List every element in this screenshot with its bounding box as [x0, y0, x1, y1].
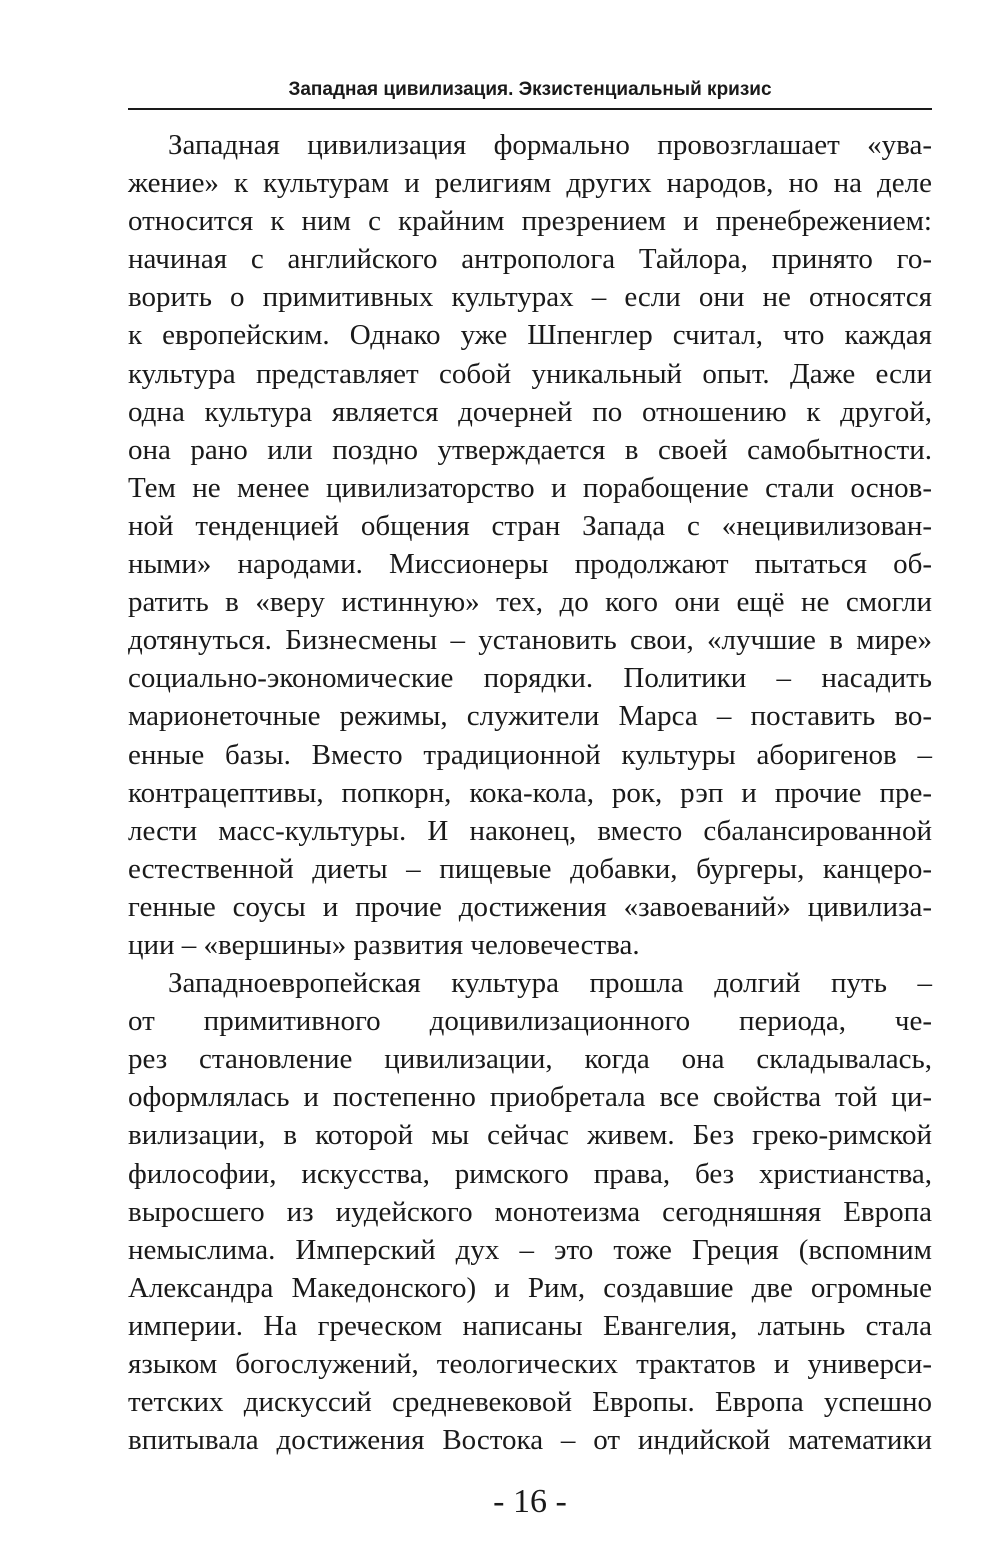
text-line: к европейским. Однако уже Шпенглер считал, что каждая: [128, 319, 932, 352]
text-line: впитывала достижения Востока – от индийской математики: [128, 1424, 932, 1457]
text-line: енные базы. Вместо традиционной культуры аборигенов –: [128, 738, 932, 771]
header-rule: [128, 108, 932, 110]
text-line: философии, искусства, римского права, без христианства,: [128, 1157, 932, 1190]
paragraph: [128, 126, 932, 964]
text-line: ными» народами. Миссионеры продолжают пытаться об-: [128, 548, 932, 581]
text-line: Александра Македонского) и Рим, создавшие две огромные: [128, 1271, 932, 1304]
text-line: ции – «вершины» развития человечества.: [128, 928, 640, 961]
text-line: марионеточные режимы, служители Марса – поставить во-: [128, 700, 932, 733]
text-line: она рано или поздно утверждается в своей самобытности.: [128, 433, 932, 466]
text-line: от примитивного доцивилизационного периода, че-: [128, 1005, 932, 1038]
text-line: вилизации, в которой мы сейчас живем. Без греко-римской: [128, 1119, 932, 1152]
text-line: дотянуться. Бизнесмены – установить свои, «лучшие в мире»: [128, 624, 932, 657]
text-line: империи. На греческом написаны Евангелия, латынь стала: [128, 1309, 932, 1342]
text-line: начиная с английского антрополога Тайлора, принято го-: [128, 243, 932, 276]
text-line: естественной диеты – пищевые добавки, бургеры, канцеро-: [128, 852, 932, 885]
text-line: культура представляет собой уникальный опыт. Даже если: [128, 357, 932, 390]
text-line: выросшего из иудейского монотеизма сегодняшняя Европа: [128, 1195, 932, 1228]
page-number: - 16 -: [493, 1483, 567, 1520]
text-line: относится к ним с крайним презрением и пренебрежением:: [128, 205, 932, 238]
text-line: одна культура является дочерней по отношению к другой,: [128, 395, 932, 428]
text-line: жение» к культурам и религиям других народов, но на деле: [128, 167, 932, 200]
text-line: рез становление цивилизации, когда она складывалась,: [128, 1043, 932, 1076]
text-line: ной тенденцией общения стран Запада с «нецивилизован-: [128, 509, 932, 542]
text-line: языком богослужений, теологических трактатов и универси-: [128, 1348, 932, 1380]
text-line: Тем не менее цивилизаторство и порабощение стали основ-: [128, 471, 932, 504]
text-line: Западная цивилизация формально провозглашает «ува-: [168, 129, 932, 161]
text-line: Западноевропейская культура прошла долгий путь –: [168, 967, 932, 1000]
text-line: генные соусы и прочие достижения «завоеваний» цивилиза-: [128, 890, 932, 923]
body-text: [128, 126, 932, 1459]
text-line: тетских дискуссий средневековой Европы. Европа успешно: [128, 1386, 932, 1419]
text-line: контрацептивы, попкорн, кока-кола, рок, рэп и прочие пре-: [128, 776, 932, 809]
text-line: ратить в «веру истинную» тех, до кого они ещё не смогли: [128, 586, 932, 619]
text-line: лести масс-культуры. И наконец, вместо сбалансированной: [128, 814, 932, 847]
text-line: оформлялась и постепенно приобретала все свойства той ци-: [128, 1081, 932, 1114]
paragraph: [128, 964, 932, 1459]
text-line: социально-экономические порядки. Политики – насадить: [128, 662, 932, 695]
text-line: ворить о примитивных культурах – если они не относятся: [128, 281, 932, 314]
text-line: немыслима. Имперский дух – это тоже Греция (вспомним: [128, 1233, 932, 1266]
running-head: Западная цивилизация. Экзистенциальный кризис: [288, 79, 772, 100]
